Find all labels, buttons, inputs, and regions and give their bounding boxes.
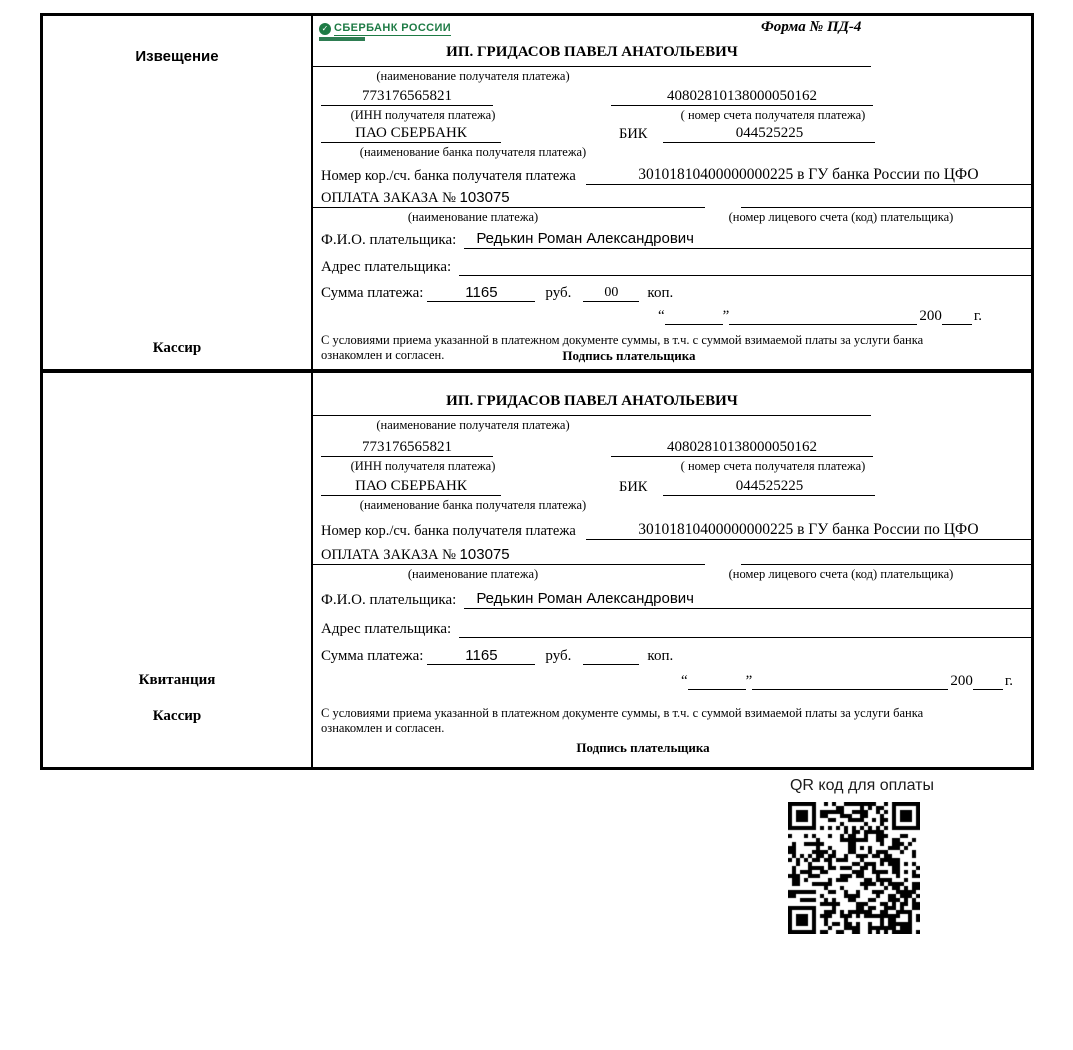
year-suffix: г. [1004,673,1014,689]
agreement-line1: С условиями приема указанной в платежном документе суммы, в т.ч. с суммой взимаемой платы за услуги банка [321,706,924,720]
sum-kop-value [583,664,639,665]
notice-section [43,16,1031,373]
sberbank-check-icon: ✓ [319,23,331,35]
sum-kop-value: 00 [583,285,639,302]
payer-name-label: Ф.И.О. плательщика: [321,592,457,608]
year-prefix: 200 [950,673,973,689]
corr-account-label: Номер кор./сч. банка получателя платежа [321,523,576,539]
inn-account-row [313,88,1031,106]
qr-caption: QR код для оплаты [789,777,934,794]
payment-captions-row [313,567,1031,582]
notice-header-row [313,16,1031,44]
quote-open: “ [681,673,688,689]
payer-name-value: Редькин Роман Александрович [464,230,1031,249]
bik-label: БИК [619,126,648,142]
payer-name-value: Редькин Роман Александрович [464,590,1031,609]
agreement-line2: ознакомлен и согласен. [321,721,445,735]
personal-account-field [741,189,1031,208]
recipient-name: ИП. ГРИДАСОВ ПАВЕЛ АНАТОЛЬЕВИЧ [313,44,871,67]
agreement-line1: С условиями приема указанной в платежном документе суммы, в т.ч. с суммой взимаемой платы за услуги банка [321,333,924,347]
year-suffix: г. [973,308,983,324]
year-prefix: 200 [919,308,942,324]
payment-name-field [313,189,705,208]
payer-address-label: Адрес плательщика: [321,621,452,637]
payer-address-value [459,257,1031,276]
date-row [658,308,1031,325]
account-caption: ( номер счета получателя платежа) [680,459,866,473]
bik-label: БИК [619,479,648,495]
inn-caption: (ИНН получателя платежа) [350,108,496,122]
payer-name-label: Ф.И.О. плательщика: [321,232,457,248]
payment-order-number: 103075 [459,189,510,206]
agreement-line2: ознакомлен и согласен. [321,348,445,362]
date-month-field [729,324,917,325]
sum-rub-value: 1165 [427,284,535,302]
receipt-coupon [313,373,1031,767]
quote-open: “ [658,308,665,324]
rub-label: руб. [545,285,572,301]
payment-caption: (наименование платежа) [407,210,539,224]
inn-value: 773176565821 [321,439,493,457]
payer-signature-label: Подпись плательщика [562,348,696,363]
payer-address-row [313,257,1031,276]
bank-caption: (наименование банка получателя платежа) [359,145,587,159]
personal-account-caption: (номер лицевого счета (код) плательщика) [728,567,954,581]
payment-name-label: ОПЛАТА ЗАКАЗА № [321,190,456,206]
payment-name-field [313,546,705,565]
payer-address-label: Адрес плательщика: [321,259,452,275]
recipient-name: ИП. ГРИДАСОВ ПАВЕЛ АНАТОЛЬЕВИЧ [313,393,871,416]
payment-sum-row [313,284,1031,302]
corr-account-value: 30101810400000000225 в ГУ банка России по ЦФО [586,166,1031,185]
qr-code [788,802,920,934]
recipient-caption: (наименование получателя платежа) [376,418,570,432]
pd4-form-table [40,13,1034,770]
inn-account-captions [313,108,1031,123]
payment-sum-label: Сумма платежа: [321,285,424,301]
receipt-left-cell [43,373,313,767]
agreement-block [313,706,1031,756]
payer-signature-label: Подпись плательщика [576,740,710,755]
account-value: 40802810138000050162 [611,439,873,457]
receipt-title: Квитанция [138,672,216,688]
corr-account-label: Номер кор./сч. банка получателя платежа [321,168,576,184]
account-value: 40802810138000050162 [611,88,873,106]
sberbank-logo-text: СБЕРБАНК РОССИИ [334,22,452,34]
bank-name-value: ПАО СБЕРБАНК [321,125,501,143]
bik-value: 044525225 [663,125,875,143]
date-month-field [752,689,948,690]
payment-name-label: ОПЛАТА ЗАКАЗА № [321,547,456,563]
quote-close: ” [722,308,730,324]
bank-caption: (наименование банка получателя платежа) [359,498,587,512]
bank-name-value: ПАО СБЕРБАНК [321,478,501,496]
date-year-field [942,324,972,325]
receipt-right-cell [313,373,1031,767]
sum-rub-value: 1165 [427,647,535,665]
personal-account-caption: (номер лицевого счета (код) плательщика) [728,210,954,224]
personal-account-field [741,546,1031,565]
payer-name-row [313,590,1031,609]
bik-value: 044525225 [663,478,875,496]
inn-account-captions [313,459,1031,474]
date-day-field [688,689,746,690]
corr-account-value: 30101810400000000225 в ГУ банка России по ЦФО [586,521,1031,540]
receipt-section [43,373,1031,767]
account-caption: ( номер счета получателя платежа) [680,108,866,122]
payment-name-row [313,546,1031,565]
kop-label: коп. [647,285,674,301]
agreement-block [313,333,1031,364]
notice-cashier-label: Кассир [152,340,202,356]
inn-account-row [313,439,1031,457]
receipt-cashier-label: Кассир [152,708,202,724]
payment-sum-row [313,647,1031,665]
payment-sum-label: Сумма платежа: [321,648,424,664]
kop-label: коп. [647,648,674,664]
date-row [681,673,1031,690]
notice-coupon [313,16,1031,369]
payer-name-row [313,230,1031,249]
date-year-field [973,689,1003,690]
inn-value: 773176565821 [321,88,493,106]
corr-account-row [313,521,1031,540]
form-number: Форма № ПД-4 [761,19,862,35]
notice-left-cell [43,16,313,369]
inn-caption: (ИНН получателя платежа) [350,459,496,473]
corr-account-row [313,166,1031,185]
sberbank-logo [319,22,451,41]
payer-address-row [313,619,1031,638]
notice-title: Извещение [135,48,219,65]
payment-caption: (наименование платежа) [407,567,539,581]
payment-name-row [313,189,1031,208]
sberbank-logo-bar [319,37,365,41]
quote-close: ” [745,673,753,689]
payment-captions-row [313,210,1031,225]
notice-right-cell [313,16,1031,369]
payer-address-value [459,619,1031,638]
bank-bik-row [313,478,1031,496]
date-day-field [665,324,723,325]
recipient-caption: (наименование получателя платежа) [376,69,570,83]
bank-bik-row [313,125,1031,143]
payment-order-number: 103075 [459,546,510,563]
rub-label: руб. [545,648,572,664]
